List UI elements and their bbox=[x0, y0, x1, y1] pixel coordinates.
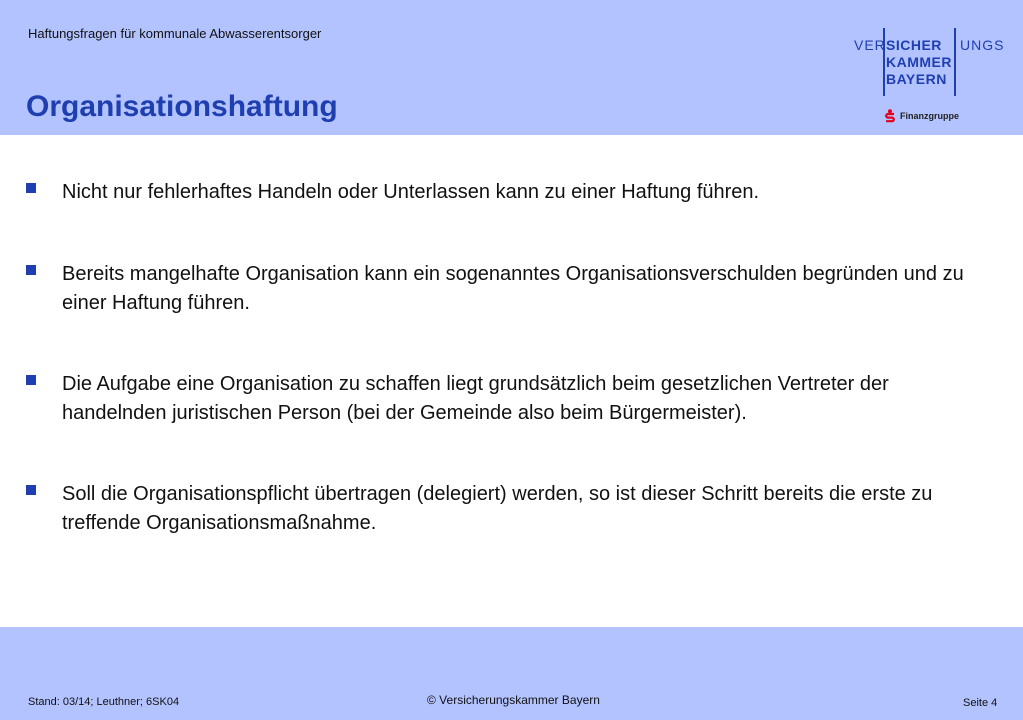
list-item bbox=[26, 370, 986, 428]
square-bullet-icon bbox=[26, 265, 36, 275]
versicherungskammer-logo bbox=[854, 26, 1004, 126]
list-item bbox=[26, 178, 986, 207]
square-bullet-icon bbox=[26, 183, 36, 193]
bullet-text: Nicht nur fehlerhaftes Handeln oder Unterlassen kann zu einer Haftung führen. bbox=[62, 181, 760, 203]
sparkasse-s-icon bbox=[884, 109, 896, 123]
page-number: Seite 4 bbox=[963, 697, 998, 709]
presentation-subtitle: Haftungsfragen für kommunale Abwasserentsorger bbox=[28, 26, 322, 41]
list-item bbox=[26, 480, 986, 538]
bullet-text: Bereits mangelhafte Organisation kann ein sogenanntes Organisationsverschulden begründen und zu einer Haftung führen. bbox=[62, 263, 964, 314]
bullet-text: Die Aufgabe eine Organisation zu schaffen liegt grundsätzlich beim gesetzlichen Vertreter der handelnden juristischen Person (bei der Gemeinde also beim Bürgermeister). bbox=[62, 373, 889, 424]
footer-copyright: © Versicherungskammer Bayern bbox=[427, 693, 600, 707]
logo-text-ungs: UNGS bbox=[960, 37, 1005, 53]
logo-text-sicher: SICHER bbox=[886, 37, 942, 53]
logo-text-ver: VER bbox=[854, 37, 886, 53]
header-band bbox=[0, 0, 1023, 135]
logo-text-bayern: BAYERN bbox=[886, 71, 947, 87]
finanzgruppe-label: Finanzgruppe bbox=[900, 111, 959, 121]
footer-stand: Stand: 03/14; Leuthner; 6SK04 bbox=[28, 696, 180, 708]
finanzgruppe-mark bbox=[884, 108, 959, 124]
square-bullet-icon bbox=[26, 485, 36, 495]
list-item bbox=[26, 260, 986, 318]
slide-title: Organisationshaftung bbox=[26, 90, 338, 123]
square-bullet-icon bbox=[26, 375, 36, 385]
logo-bar-right bbox=[954, 28, 956, 96]
logo-text-kammer: KAMMER bbox=[886, 54, 952, 70]
footer-band bbox=[0, 627, 1023, 720]
bullet-text: Soll die Organisationspflicht übertragen (delegiert) werden, so ist dieser Schritt bereits die erste zu treffende Organisationsmaßnahme. bbox=[62, 483, 933, 534]
